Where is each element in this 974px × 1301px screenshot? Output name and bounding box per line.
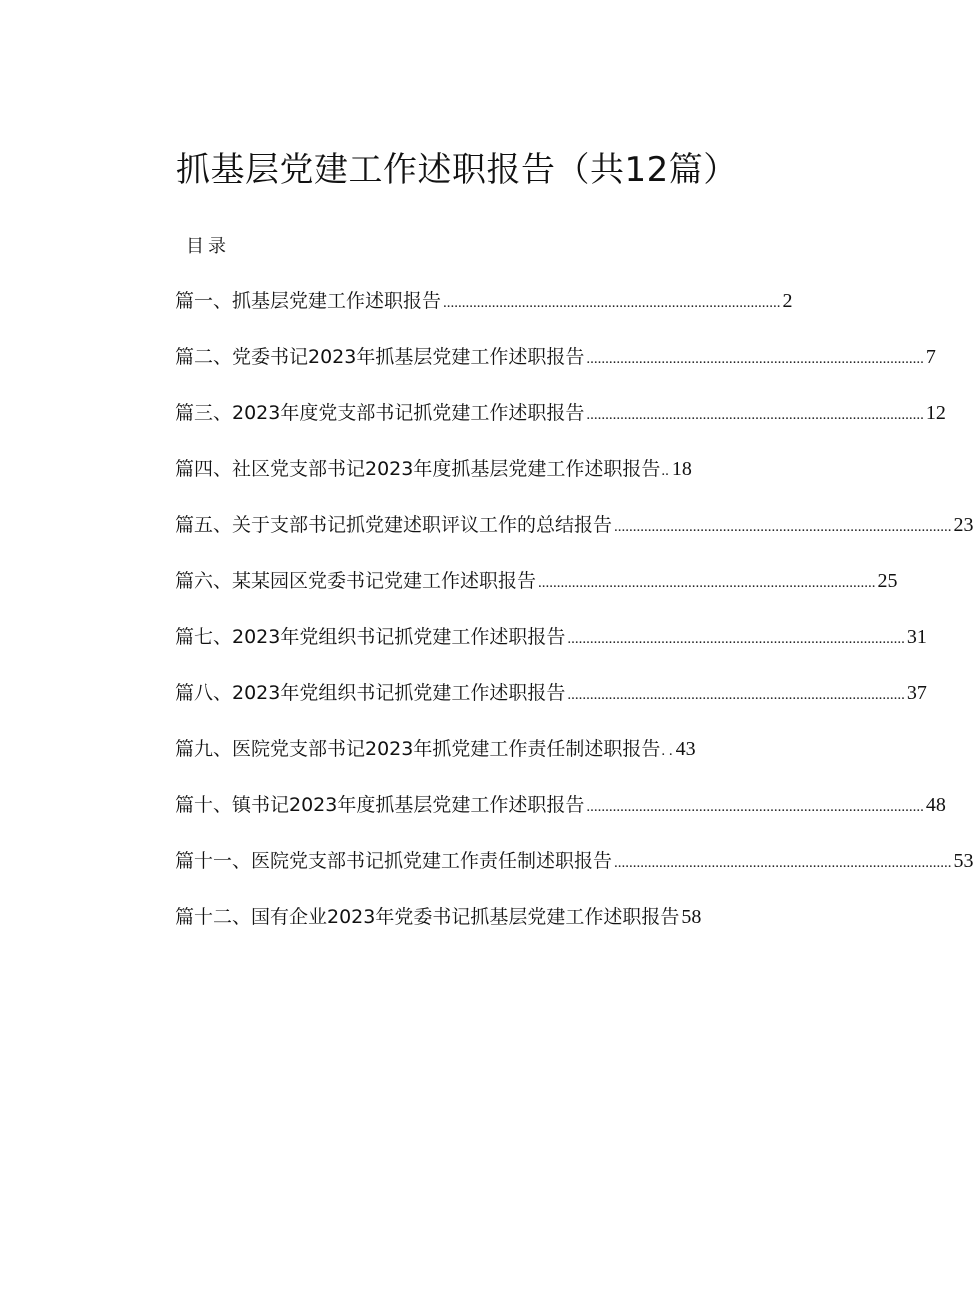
toc-entry-9[interactable]: [175, 733, 775, 789]
toc-entry-title: 篇十二、国有企业2023年党委书记抓基层党建工作述职报告: [175, 906, 680, 928]
toc-entry-title: 篇一、抓基层党建工作述职报告: [175, 290, 442, 312]
toc-page-number: 31: [906, 626, 927, 648]
toc-dot-leader: ..........................................................................................: [586, 799, 924, 815]
document-title: 抓基层党建工作述职报告（共12篇）: [176, 150, 738, 190]
toc-entry-title: 篇十、镇书记2023年度抓基层党建工作述职报告: [175, 794, 585, 816]
toc-entry-5[interactable]: [175, 509, 974, 565]
toc-dot-leader: ..: [661, 463, 669, 479]
toc-dot-leader: . .: [661, 743, 673, 759]
toc-entry-title: 篇三、2023年度党支部书记抓党建工作述职报告: [175, 402, 585, 424]
toc-page-number: 37: [906, 682, 927, 704]
toc-dot-leader: ..........................................................................................: [443, 295, 781, 311]
toc-entry-title: 篇十一、医院党支部书记抓党建工作责任制述职报告: [175, 850, 613, 872]
toc-entry-title: 篇二、党委书记2023年抓基层党建工作述职报告: [175, 346, 585, 368]
toc-entry-1[interactable]: [175, 285, 793, 341]
toc-page-number: 23: [953, 514, 974, 536]
table-of-contents: [175, 285, 974, 957]
toc-entry-10[interactable]: [175, 789, 946, 845]
toc-entry-2[interactable]: [175, 341, 936, 397]
toc-entry-7[interactable]: [175, 621, 927, 677]
toc-entry-title: 篇六、某某园区党委书记党建工作述职报告: [175, 570, 537, 592]
toc-entry-title: 篇四、社区党支部书记2023年度抓基层党建工作述职报告: [175, 458, 661, 480]
toc-entry-title: 篇七、2023年党组织书记抓党建工作述职报告: [175, 626, 566, 648]
toc-entry-3[interactable]: [175, 397, 946, 453]
toc-heading: 目录: [186, 236, 230, 257]
toc-dot-leader: ..........................................................................................: [614, 855, 952, 871]
toc-page-number: 53: [953, 850, 974, 872]
toc-page-number: 7: [925, 346, 936, 368]
toc-entry-11[interactable]: [175, 845, 974, 901]
toc-entry-12[interactable]: [175, 901, 775, 957]
toc-dot-leader: ..........................................................................................: [614, 519, 952, 535]
toc-entry-4[interactable]: [175, 453, 775, 509]
toc-entry-title: 篇九、医院党支部书记2023年抓党建工作责任制述职报告: [175, 738, 661, 760]
toc-dot-leader: ..........................................................................................: [567, 631, 905, 647]
toc-page-number: 58: [681, 906, 702, 928]
toc-entry-6[interactable]: [175, 565, 898, 621]
toc-dot-leader: ..........................................................................................: [567, 687, 905, 703]
toc-entry-8[interactable]: [175, 677, 927, 733]
toc-dot-leader: ..........................................................................................: [586, 407, 924, 423]
toc-page-number: 25: [877, 570, 898, 592]
toc-entry-title: 篇五、关于支部书记抓党建述职评议工作的总结报告: [175, 514, 613, 536]
toc-dot-leader: ..........................................................................................: [586, 351, 924, 367]
toc-page-number: 48: [925, 794, 946, 816]
toc-page-number: 18: [671, 458, 692, 480]
toc-dot-leader: ..........................................................................................: [538, 575, 876, 591]
toc-page-number: 12: [925, 402, 946, 424]
toc-page-number: 2: [782, 290, 793, 312]
toc-entry-title: 篇八、2023年党组织书记抓党建工作述职报告: [175, 682, 566, 704]
toc-page-number: 43: [675, 738, 696, 760]
